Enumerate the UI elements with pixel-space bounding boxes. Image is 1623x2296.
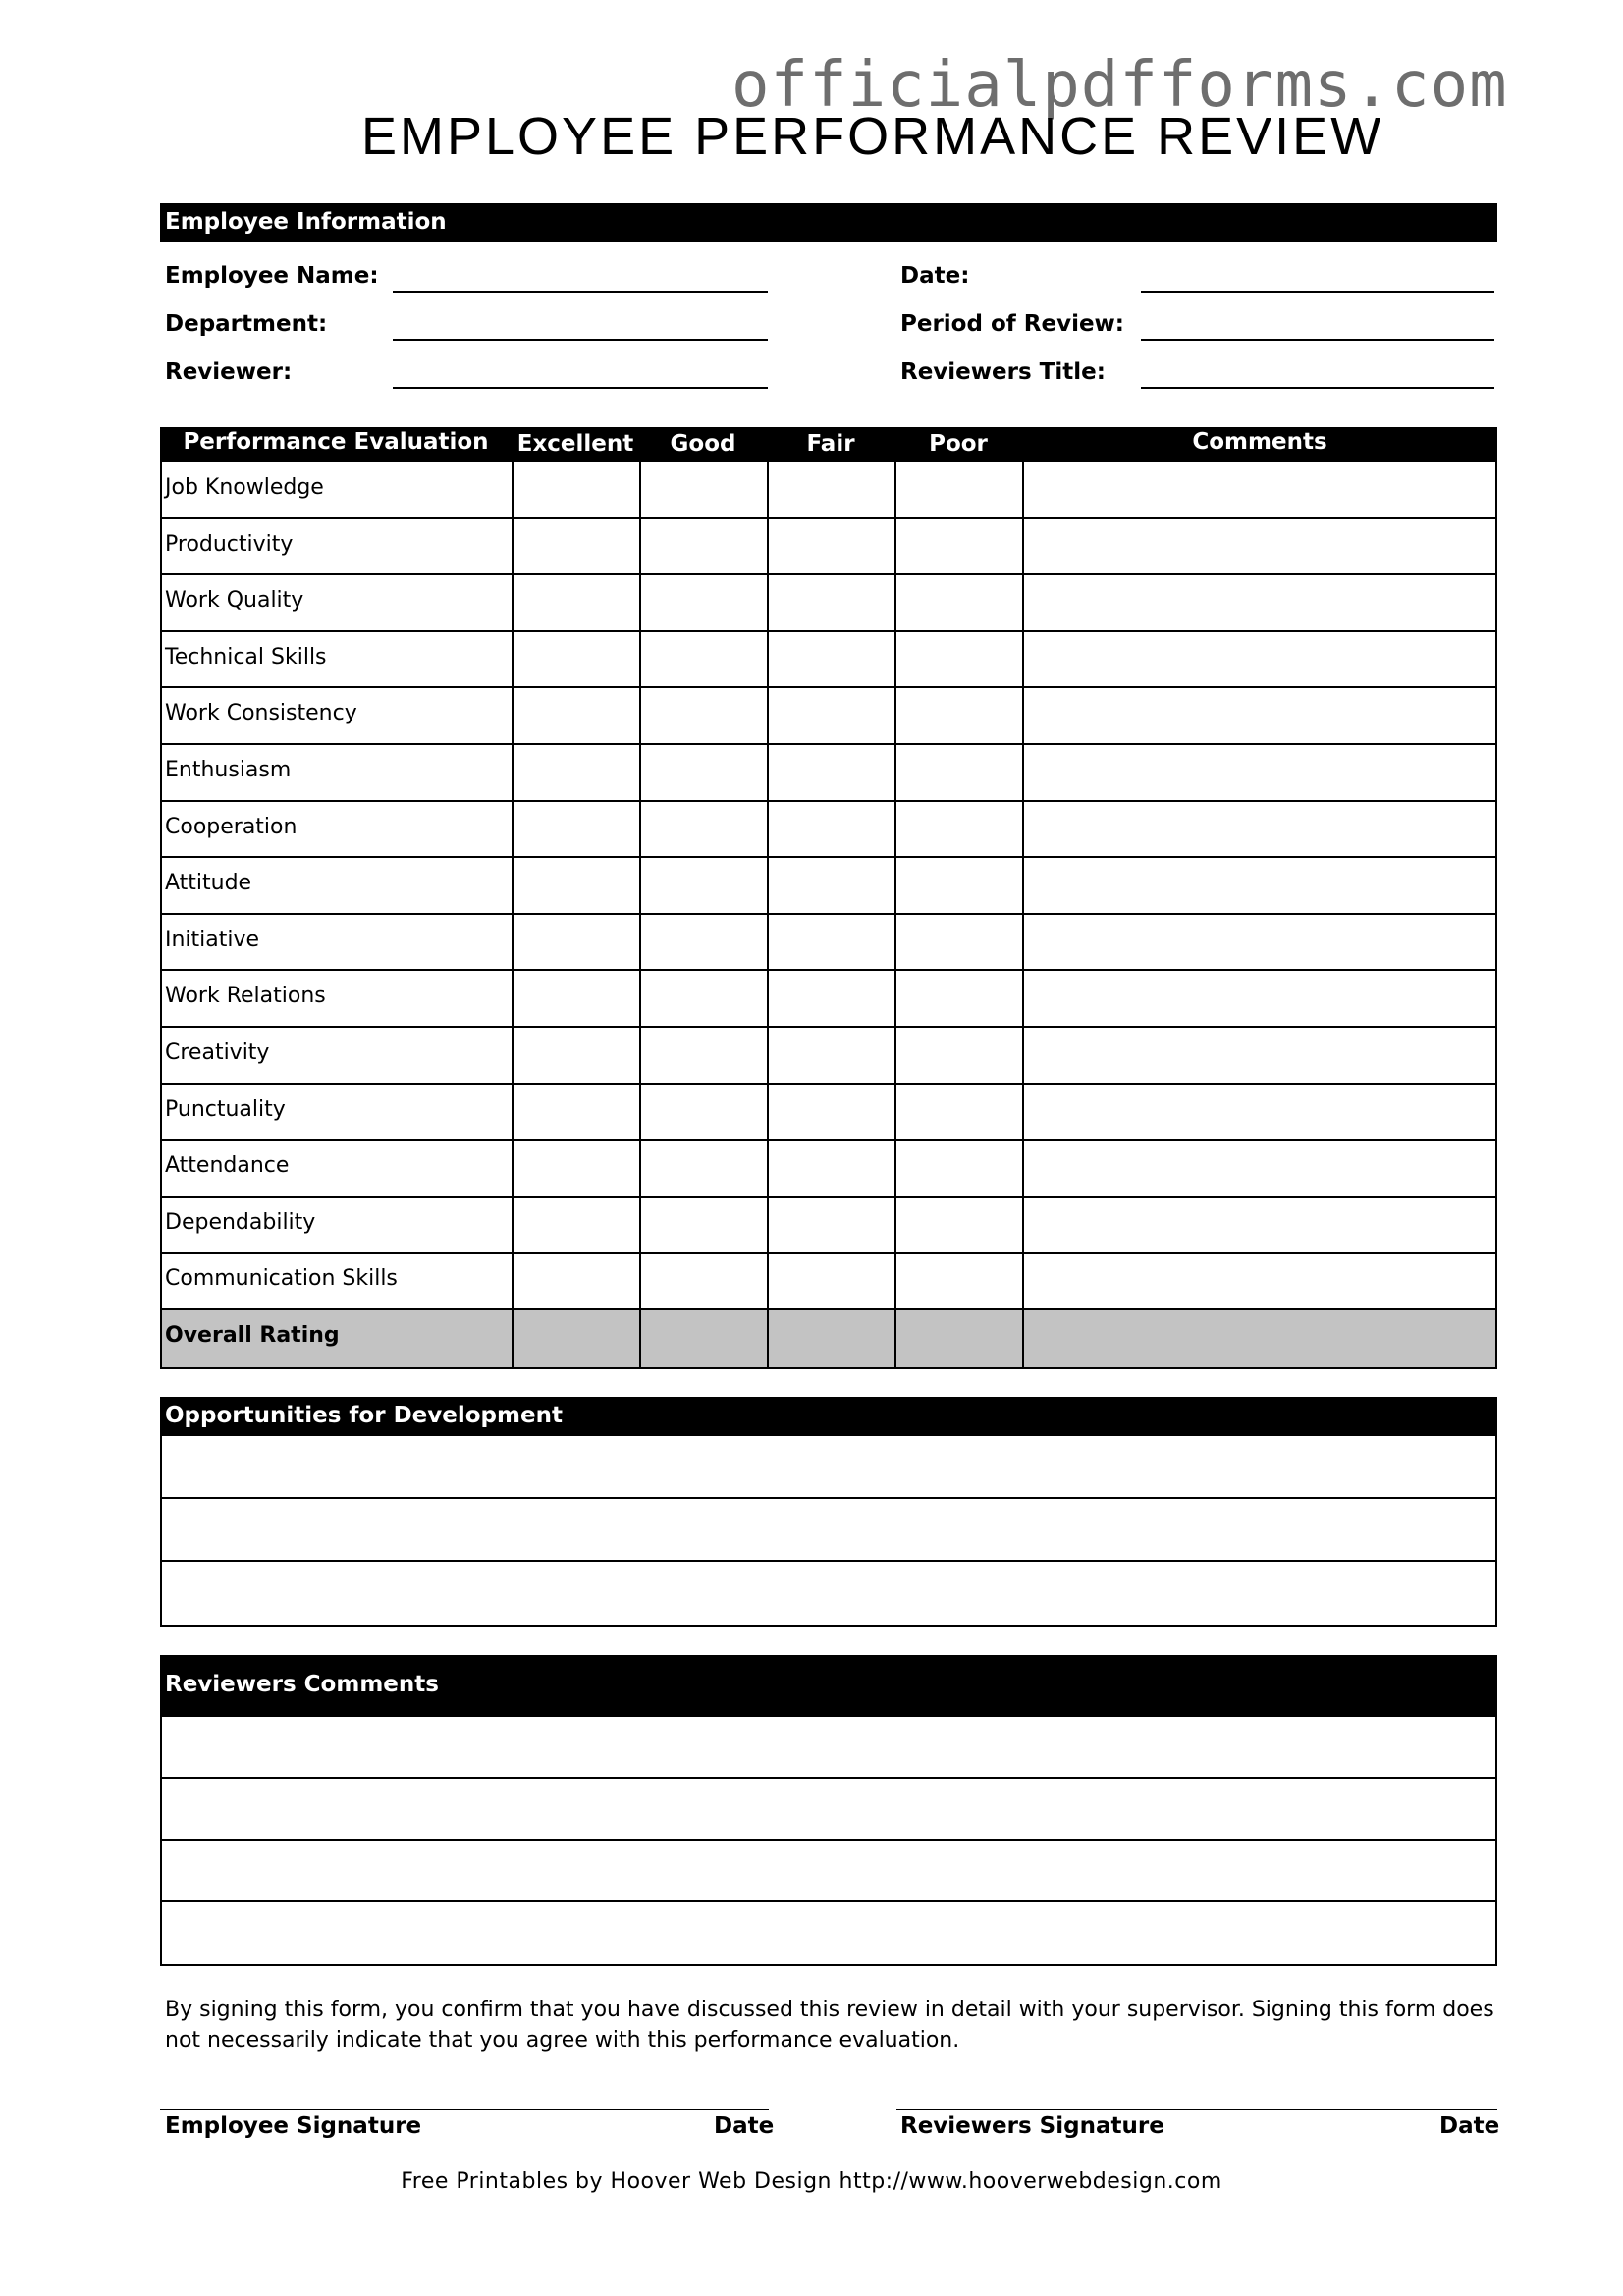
rating-cell-good[interactable] (639, 632, 769, 687)
rating-cell-fair[interactable] (767, 1198, 896, 1253)
rating-cell-fair[interactable] (767, 519, 896, 574)
evaluation-row (162, 575, 1495, 632)
disclaimer-text: By signing this form, you confirm that you have discussed this review in detail with your supervisor. Signing this form does not necessarily indicate that you agree with this performance evaluation. (165, 1998, 1494, 2053)
rating-cell-excellent[interactable] (512, 971, 641, 1026)
evaluation-body (160, 462, 1497, 1369)
reviewer-signature-label: Reviewers Signature (900, 2113, 1164, 2139)
header-performance-evaluation: Performance Evaluation (183, 429, 489, 454)
rating-cell-good[interactable] (639, 1310, 769, 1367)
employee-name-label: Employee Name: (165, 263, 379, 289)
evaluation-row (162, 802, 1495, 859)
rating-cell-comments[interactable] (1022, 1198, 1499, 1253)
rating-cell-poor[interactable] (894, 632, 1024, 687)
rating-cell-good[interactable] (639, 1028, 769, 1083)
development-heading: Opportunities for Development (165, 1403, 563, 1428)
rating-cell-fair[interactable] (767, 858, 896, 913)
rating-cell-good[interactable] (639, 688, 769, 743)
rating-cell-poor[interactable] (894, 858, 1024, 913)
reviewers-title-label: Reviewers Title: (900, 359, 1106, 385)
rating-cell-comments[interactable] (1022, 519, 1499, 574)
rating-cell-good[interactable] (639, 1254, 769, 1308)
rating-cell-comments[interactable] (1022, 1310, 1499, 1367)
rating-cell-poor[interactable] (894, 1310, 1024, 1367)
evaluation-row (162, 632, 1495, 689)
rating-cell-fair[interactable] (767, 802, 896, 857)
evaluation-row (162, 688, 1495, 745)
rating-cell-good[interactable] (639, 1198, 769, 1253)
watermark: officialpdfforms.com (731, 49, 1508, 122)
header-comments: Comments (1192, 429, 1327, 454)
reviewer-signature-date-label: Date (1439, 2113, 1500, 2139)
rating-cell-good[interactable] (639, 802, 769, 857)
rating-cell-excellent[interactable] (512, 688, 641, 743)
rating-cell-comments[interactable] (1022, 802, 1499, 857)
rating-cell-excellent[interactable] (512, 575, 641, 630)
rating-cell-excellent[interactable] (512, 1198, 641, 1253)
rating-cell-good[interactable] (639, 575, 769, 630)
rating-cell-poor[interactable] (894, 575, 1024, 630)
rating-cell-fair[interactable] (767, 915, 896, 970)
comments-box (160, 1717, 1497, 1966)
rating-cell-excellent[interactable] (512, 462, 641, 517)
evaluation-row (162, 915, 1495, 972)
evaluation-criterion-label: Work Relations (165, 984, 326, 1009)
development-line[interactable] (162, 1436, 1495, 1499)
rating-cell-excellent[interactable] (512, 1085, 641, 1140)
evaluation-criterion-label: Attitude (165, 871, 252, 896)
rating-cell-fair[interactable] (767, 1028, 896, 1083)
evaluation-criterion-label: Initiative (165, 927, 260, 952)
rating-cell-good[interactable] (639, 1085, 769, 1140)
rating-cell-fair[interactable] (767, 1085, 896, 1140)
development-line[interactable] (162, 1562, 1495, 1625)
evaluation-row (162, 745, 1495, 802)
rating-cell-fair[interactable] (767, 1141, 896, 1196)
rating-cell-comments[interactable] (1022, 1141, 1499, 1196)
rating-cell-poor[interactable] (894, 1028, 1024, 1083)
rating-cell-excellent[interactable] (512, 1141, 641, 1196)
development-box (160, 1436, 1497, 1627)
rating-cell-comments[interactable] (1022, 462, 1499, 517)
reviewer-label: Reviewer: (165, 359, 293, 385)
evaluation-criterion-label: Creativity (165, 1040, 270, 1065)
evaluation-criterion-label: Work Consistency (165, 701, 357, 726)
evaluation-row (162, 519, 1495, 576)
header-fair: Fair (806, 431, 855, 456)
rating-cell-good[interactable] (639, 915, 769, 970)
period-field[interactable] (1141, 339, 1494, 341)
rating-cell-poor[interactable] (894, 1085, 1024, 1140)
rating-cell-good[interactable] (639, 971, 769, 1026)
department-label: Department: (165, 311, 328, 337)
rating-cell-poor[interactable] (894, 915, 1024, 970)
evaluation-criterion-label: Dependability (165, 1209, 316, 1235)
rating-cell-excellent[interactable] (512, 519, 641, 574)
rating-cell-good[interactable] (639, 745, 769, 800)
rating-cell-fair[interactable] (767, 632, 896, 687)
date-label: Date: (900, 263, 970, 289)
rating-cell-comments[interactable] (1022, 858, 1499, 913)
evaluation-row (162, 1028, 1495, 1085)
rating-cell-poor[interactable] (894, 462, 1024, 517)
rating-cell-comments[interactable] (1022, 915, 1499, 970)
evaluation-criterion-label: Cooperation (165, 814, 298, 839)
employee-signature-date-label: Date (714, 2113, 775, 2139)
rating-cell-good[interactable] (639, 519, 769, 574)
rating-cell-excellent[interactable] (512, 915, 641, 970)
employee-info-heading: Employee Information (165, 209, 447, 235)
date-field[interactable] (1141, 291, 1494, 293)
rating-cell-comments[interactable] (1022, 1254, 1499, 1308)
department-field[interactable] (393, 339, 768, 341)
evaluation-criterion-label: Punctuality (165, 1096, 286, 1122)
rating-cell-poor[interactable] (894, 519, 1024, 574)
rating-cell-poor[interactable] (894, 802, 1024, 857)
rating-cell-excellent[interactable] (512, 1254, 641, 1308)
period-label: Period of Review: (900, 311, 1125, 337)
rating-cell-fair[interactable] (767, 1310, 896, 1367)
overall-rating-row (162, 1310, 1495, 1367)
evaluation-table (160, 427, 1497, 1348)
evaluation-criterion-label: Productivity (165, 531, 294, 557)
employee-signature-line[interactable] (160, 2109, 769, 2110)
rating-cell-excellent[interactable] (512, 1028, 641, 1083)
evaluation-criterion-label: Work Quality (165, 588, 304, 614)
rating-cell-excellent[interactable] (512, 858, 641, 913)
comments-line[interactable] (162, 1779, 1495, 1841)
rating-cell-poor[interactable] (894, 971, 1024, 1026)
development-header (160, 1397, 1497, 1436)
evaluation-criterion-label: Enthusiasm (165, 757, 292, 782)
rating-cell-comments[interactable] (1022, 575, 1499, 630)
footer-credit: Free Printables by Hoover Web Design http://www.hooverwebdesign.com (401, 2169, 1222, 2194)
overall-rating-label: Overall Rating (165, 1322, 340, 1348)
comments-line[interactable] (162, 1902, 1495, 1964)
comments-line[interactable] (162, 1841, 1495, 1902)
employee-name-field[interactable] (393, 291, 768, 293)
rating-cell-fair[interactable] (767, 462, 896, 517)
evaluation-criterion-label: Job Knowledge (165, 475, 324, 500)
rating-cell-poor[interactable] (894, 1254, 1024, 1308)
rating-cell-excellent[interactable] (512, 632, 641, 687)
evaluation-row (162, 971, 1495, 1028)
reviewer-field[interactable] (393, 387, 768, 389)
rating-cell-poor[interactable] (894, 688, 1024, 743)
header-good: Good (670, 431, 736, 456)
rating-cell-fair[interactable] (767, 575, 896, 630)
rating-cell-comments[interactable] (1022, 688, 1499, 743)
reviewer-signature-line[interactable] (896, 2109, 1497, 2110)
evaluation-criterion-label: Attendance (165, 1153, 290, 1179)
rating-cell-poor[interactable] (894, 1198, 1024, 1253)
rating-cell-good[interactable] (639, 1141, 769, 1196)
evaluation-row (162, 1085, 1495, 1142)
evaluation-criterion-label: Communication Skills (165, 1266, 398, 1292)
rating-cell-poor[interactable] (894, 1141, 1024, 1196)
rating-cell-poor[interactable] (894, 745, 1024, 800)
comments-header (160, 1655, 1497, 1717)
rating-cell-fair[interactable] (767, 971, 896, 1026)
rating-cell-comments[interactable] (1022, 1085, 1499, 1140)
rating-cell-fair[interactable] (767, 688, 896, 743)
page-title: EMPLOYEE PERFORMANCE REVIEW (361, 107, 1384, 166)
rating-cell-excellent[interactable] (512, 802, 641, 857)
rating-cell-comments[interactable] (1022, 745, 1499, 800)
evaluation-row (162, 1198, 1495, 1255)
evaluation-criterion-label: Technical Skills (165, 644, 327, 669)
employee-signature-label: Employee Signature (165, 2113, 422, 2139)
comments-line[interactable] (162, 1717, 1495, 1779)
header-excellent: Excellent (516, 431, 634, 456)
evaluation-row (162, 1141, 1495, 1198)
rating-cell-good[interactable] (639, 462, 769, 517)
comments-heading: Reviewers Comments (165, 1672, 439, 1697)
evaluation-row (162, 462, 1495, 519)
reviewers-title-field[interactable] (1141, 387, 1494, 389)
evaluation-row (162, 858, 1495, 915)
rating-cell-fair[interactable] (767, 1254, 896, 1308)
rating-cell-fair[interactable] (767, 745, 896, 800)
rating-cell-comments[interactable] (1022, 971, 1499, 1026)
rating-cell-good[interactable] (639, 858, 769, 913)
rating-cell-excellent[interactable] (512, 1310, 641, 1367)
employee-info-header (160, 203, 1497, 242)
evaluation-header-row (160, 427, 1497, 462)
rating-cell-excellent[interactable] (512, 745, 641, 800)
rating-cell-comments[interactable] (1022, 1028, 1499, 1083)
development-line[interactable] (162, 1499, 1495, 1562)
evaluation-row (162, 1254, 1495, 1310)
rating-cell-comments[interactable] (1022, 632, 1499, 687)
header-poor: Poor (929, 431, 988, 456)
